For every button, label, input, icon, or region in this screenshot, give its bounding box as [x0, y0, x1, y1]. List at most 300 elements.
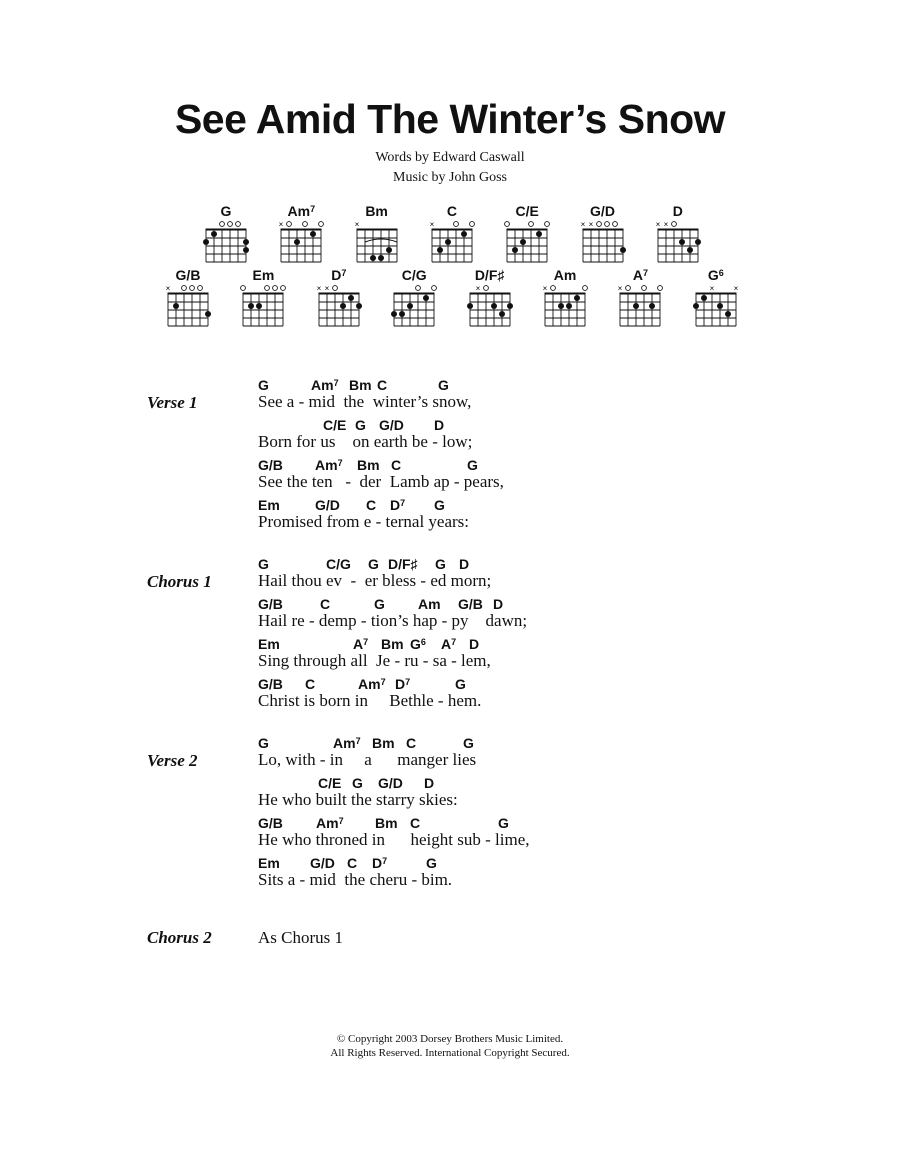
chord-symbol — [349, 377, 372, 393]
chord-symbol — [258, 377, 269, 393]
muted-string-marker: × — [618, 284, 623, 293]
muted-string-marker: × — [324, 284, 330, 293]
fretboard-grid — [568, 220, 638, 274]
chord-line — [0, 676, 700, 692]
chord-line — [0, 417, 700, 433]
chord-symbol-text: G — [258, 377, 269, 393]
fretboard-nut — [243, 293, 284, 295]
finger-dot — [248, 303, 254, 309]
open-string-marker — [182, 286, 187, 291]
chord-symbol — [372, 735, 395, 751]
open-string-marker — [551, 286, 556, 291]
chord-symbol — [390, 497, 405, 513]
open-string-marker — [626, 286, 631, 291]
chord-symbol-text: G — [426, 855, 437, 871]
fretboard-nut — [582, 229, 623, 231]
open-string-marker — [265, 286, 270, 291]
chord-symbol-text: G — [258, 556, 269, 572]
finger-dot — [633, 303, 639, 309]
open-string-marker — [228, 222, 233, 227]
chord-symbol-superscript: 7 — [405, 677, 411, 687]
fretboard-nut — [469, 293, 510, 295]
fretboard-nut — [394, 293, 435, 295]
fretboard-grid — [530, 284, 600, 338]
chord-symbol-text: Am — [316, 815, 339, 831]
muted-string-marker: × — [278, 220, 284, 229]
chord-symbol — [410, 636, 426, 652]
open-string-marker — [545, 222, 550, 227]
chord-symbol — [434, 417, 444, 433]
finger-dot — [348, 295, 354, 301]
open-string-marker — [529, 222, 534, 227]
open-string-marker — [432, 286, 437, 291]
open-string-marker — [612, 222, 617, 227]
chord-diagram — [492, 204, 562, 274]
chord-symbol-text: Em — [258, 497, 280, 513]
lyric-line: See a - mid the winter’s snow, — [258, 392, 472, 411]
lyric-line: Sits a - mid the cheru - bim. — [258, 870, 453, 889]
chord-symbol — [310, 855, 335, 871]
finger-dot — [370, 255, 376, 261]
chord-symbol — [318, 775, 341, 791]
finger-dot — [205, 311, 211, 317]
chord-diagram-name — [605, 268, 675, 282]
fretboard-grid — [605, 284, 675, 338]
chord-symbol-text: G — [435, 556, 446, 572]
finger-dot — [649, 303, 655, 309]
open-string-marker — [596, 222, 601, 227]
chord-symbol — [366, 497, 376, 513]
lyric-line: Lo, with - in a manger lies — [258, 750, 477, 769]
chord-line — [0, 815, 700, 831]
chord-symbol-text: D — [390, 497, 401, 513]
chord-symbol — [258, 855, 280, 871]
chord-symbol — [375, 815, 398, 831]
chord-symbol-text: C — [410, 815, 421, 831]
chord-symbol-superscript: 7 — [382, 856, 388, 866]
open-string-marker — [671, 222, 676, 227]
finger-dot — [211, 231, 217, 237]
chord-symbol-text: D — [459, 556, 470, 572]
chord-symbol-text: G — [374, 596, 385, 612]
chord-symbol-superscript: 7 — [338, 816, 344, 826]
as-chorus-note: As Chorus 1 — [258, 928, 344, 947]
chord-symbol — [467, 457, 478, 473]
finger-dot — [243, 239, 249, 245]
muted-string-marker: × — [733, 284, 739, 293]
chord-symbol-text: G — [463, 735, 474, 751]
chord-symbol-text: G — [467, 457, 478, 473]
lyric-line: Sing through all Je - ru - sa - lem, — [258, 651, 491, 670]
chord-symbol — [469, 636, 479, 652]
chord-symbol-text: G/D — [315, 497, 340, 513]
finger-dot — [620, 247, 626, 253]
section-label-chorus-2: Chorus 2 — [147, 928, 212, 947]
chord-diagram-name — [153, 268, 223, 282]
chord-symbol-text: G/B — [258, 815, 283, 831]
chord-symbol — [388, 556, 418, 572]
chord-symbol-text: G — [258, 735, 269, 751]
chord-symbol-text: Bm — [375, 815, 398, 831]
chord-symbol — [424, 775, 434, 791]
muted-string-marker: × — [354, 220, 359, 229]
chord-symbol-text: Em — [258, 636, 280, 652]
chord-symbol-text: C/G — [326, 556, 351, 572]
chord-line — [0, 457, 700, 473]
chord-symbol — [395, 676, 410, 692]
lyric-line: See the ten - der Lamb ap - pears, — [258, 472, 504, 491]
words-credit: Words by Edward Caswall — [375, 150, 525, 165]
chord-name-text: C — [446, 203, 457, 219]
finger-dot — [407, 303, 413, 309]
fretboard-nut — [620, 293, 661, 295]
chord-line — [0, 735, 700, 751]
finger-dot — [693, 303, 699, 309]
chord-symbol — [315, 457, 343, 473]
chord-name-text: G/B — [175, 267, 201, 283]
open-string-marker — [281, 286, 286, 291]
chord-name-text: G — [707, 267, 719, 283]
open-string-marker — [287, 222, 292, 227]
chord-symbol-text: G — [438, 377, 449, 393]
chord-symbol-superscript: 7 — [333, 378, 339, 388]
chord-name-text: D — [672, 203, 683, 219]
chord-diagram-name — [228, 268, 298, 282]
finger-dot — [294, 239, 300, 245]
finger-dot — [461, 231, 467, 237]
fretboard-grid — [266, 220, 336, 274]
fretboard-grid — [379, 284, 449, 338]
chord-name-superscript: 7 — [642, 268, 648, 278]
chord-line — [0, 775, 700, 791]
chord-symbol — [391, 457, 401, 473]
open-string-marker — [303, 222, 308, 227]
fretboard-grid — [191, 220, 261, 274]
chord-symbol-text: Bm — [372, 735, 395, 751]
chord-name-text: Bm — [365, 203, 388, 219]
fretboard-nut — [657, 229, 698, 231]
chord-symbol-text: Am — [311, 377, 334, 393]
chord-symbol — [347, 855, 357, 871]
chord-symbol-text: G — [410, 636, 421, 652]
chord-diagram-name — [681, 268, 751, 282]
chord-symbol — [418, 596, 441, 612]
chord-symbol-text: Bm — [357, 457, 380, 473]
chord-name-text: D/F♯ — [474, 267, 505, 283]
lyric-line: He who throned in height sub - lime, — [258, 830, 530, 849]
copyright-line-1: © Copyright 2003 Dorsey Brothers Music Limited. — [336, 1033, 564, 1045]
chord-symbol — [358, 676, 386, 692]
chord-symbol-text: C — [377, 377, 388, 393]
chord-diagram — [643, 204, 713, 274]
open-string-marker — [319, 222, 324, 227]
open-string-marker — [483, 286, 488, 291]
chord-symbol — [305, 676, 315, 692]
muted-string-marker: × — [542, 284, 548, 293]
chord-symbol-text: C/E — [323, 417, 347, 433]
chord-symbol-text: C — [320, 596, 331, 612]
finger-dot — [437, 247, 443, 253]
open-string-marker — [273, 286, 278, 291]
chord-diagram — [266, 204, 336, 274]
chord-symbol-text: C — [366, 497, 377, 513]
chord-symbol — [434, 497, 445, 513]
chord-diagram — [417, 204, 487, 274]
chord-symbol — [378, 775, 403, 791]
chord-symbol-text: G — [434, 497, 445, 513]
chord-symbol — [357, 457, 380, 473]
chord-symbol — [406, 735, 416, 751]
fretboard-grid — [455, 284, 525, 338]
fretboard-nut — [356, 229, 397, 231]
section-label: Verse 1 — [147, 393, 198, 412]
chord-symbol — [258, 457, 283, 473]
chord-symbol-text: D — [493, 596, 504, 612]
chord-symbol — [426, 855, 437, 871]
chord-symbol — [379, 417, 404, 433]
chord-symbol-text: G/B — [458, 596, 483, 612]
finger-dot — [725, 311, 731, 317]
finger-dot — [256, 303, 262, 309]
chord-symbol-text: C/E — [318, 775, 342, 791]
chord-symbol — [258, 497, 280, 513]
section-label: Verse 2 — [147, 751, 198, 770]
finger-dot — [173, 303, 179, 309]
finger-dot — [243, 247, 249, 253]
finger-dot — [566, 303, 572, 309]
lyric-line: Christ is born in Bethle - hem. — [258, 691, 482, 710]
chord-symbol-text: Am — [333, 735, 356, 751]
chord-symbol-text: A — [441, 636, 452, 652]
lyric-line: Born for us on earth be - low; — [258, 432, 473, 451]
chord-name-text: A — [632, 267, 643, 283]
finger-dot — [356, 303, 362, 309]
chord-symbol-text: G — [368, 556, 379, 572]
chord-diagram-name — [191, 204, 261, 218]
chord-symbol — [463, 735, 474, 751]
chord-symbol-superscript: 6 — [420, 637, 426, 647]
finger-dot — [574, 295, 580, 301]
chord-symbol — [459, 556, 469, 572]
finger-dot — [701, 295, 707, 301]
fretboard-nut — [206, 229, 247, 231]
chord-symbol-text: G/D — [310, 855, 335, 871]
chord-symbol-text: C — [347, 855, 358, 871]
fretboard-nut — [168, 293, 209, 295]
chord-diagram — [153, 268, 223, 338]
chord-symbol-text: G/B — [258, 457, 283, 473]
chord-diagram-name — [417, 204, 487, 218]
muted-string-marker: × — [580, 220, 585, 229]
finger-dot — [499, 311, 505, 317]
chord-name-text: G/D — [590, 203, 615, 219]
fretboard-nut — [318, 293, 359, 295]
finger-dot — [378, 255, 384, 261]
fretboard-grid — [153, 284, 223, 338]
chord-diagram-name — [643, 204, 713, 218]
chord-symbol-text: G — [352, 775, 363, 791]
copyright-line-2: All Rights Reserved. International Copyright Secured. — [330, 1047, 570, 1059]
open-string-marker — [604, 222, 609, 227]
fretboard-nut — [545, 293, 586, 295]
chord-symbol — [458, 596, 483, 612]
chord-symbol-text: Am — [315, 457, 338, 473]
chord-symbol — [323, 417, 346, 433]
chord-symbol-text: G — [355, 417, 366, 433]
chord-symbol — [381, 636, 404, 652]
fretboard-grid — [643, 220, 713, 274]
chord-name-superscript: 7 — [341, 268, 347, 278]
chord-symbol — [258, 556, 269, 572]
lyric-line: Hail re - demp - tion’s hap - py dawn; — [258, 611, 528, 630]
finger-dot — [340, 303, 346, 309]
chord-symbol-superscript: 7 — [400, 498, 406, 508]
chord-symbol — [326, 556, 351, 572]
chord-line — [0, 636, 700, 652]
chord-name-superscript: 7 — [310, 204, 316, 214]
lyric-line: He who built the starry skies: — [258, 790, 458, 809]
open-string-marker — [198, 286, 203, 291]
chord-diagram — [191, 204, 261, 274]
chord-name-text: C/G — [401, 267, 427, 283]
chord-symbol — [438, 377, 449, 393]
chord-symbol — [311, 377, 339, 393]
chord-diagram-name — [455, 268, 525, 282]
chord-symbol — [258, 676, 283, 692]
chord-symbol-text: C — [406, 735, 417, 751]
chord-diagram — [455, 268, 525, 338]
fretboard-grid — [417, 220, 487, 274]
chord-line — [0, 377, 700, 393]
chord-symbol — [355, 417, 366, 433]
finger-dot — [717, 303, 723, 309]
chord-symbol-text: C — [391, 457, 402, 473]
open-string-marker — [658, 286, 663, 291]
finger-dot — [445, 239, 451, 245]
fretboard-nut — [507, 229, 548, 231]
chord-name-text: Em — [252, 267, 275, 283]
chord-diagram-name — [530, 268, 600, 282]
chord-diagram-name — [304, 268, 374, 282]
chord-symbol-text: G/B — [258, 596, 283, 612]
chord-symbol — [316, 815, 344, 831]
chord-name-text: Am — [287, 203, 311, 219]
chord-symbol — [258, 815, 283, 831]
finger-dot — [310, 231, 316, 237]
finger-dot — [423, 295, 429, 301]
finger-dot — [536, 231, 542, 237]
chord-name-text: Am — [553, 267, 577, 283]
finger-dot — [512, 247, 518, 253]
chord-diagram — [568, 204, 638, 274]
chord-diagram — [379, 268, 449, 338]
open-string-marker — [241, 286, 246, 291]
muted-string-marker: × — [709, 284, 715, 293]
muted-string-marker: × — [663, 220, 669, 229]
chord-symbol — [435, 556, 446, 572]
fretboard-grid — [304, 284, 374, 338]
chord-symbol — [493, 596, 503, 612]
chord-symbol — [455, 676, 466, 692]
chord-symbol-text: G/B — [258, 676, 283, 692]
chord-diagram — [304, 268, 374, 338]
open-string-marker — [505, 222, 510, 227]
chord-diagram-name — [379, 268, 449, 282]
chord-line — [0, 497, 700, 513]
chord-symbol-text: D — [469, 636, 480, 652]
chord-symbol — [441, 636, 456, 652]
finger-dot — [203, 239, 209, 245]
open-string-marker — [583, 286, 588, 291]
chord-symbol-text: D — [424, 775, 435, 791]
fretboard-nut — [281, 229, 322, 231]
chord-symbol — [372, 855, 387, 871]
open-string-marker — [220, 222, 225, 227]
chord-symbol — [377, 377, 387, 393]
fretboard-grid — [492, 220, 562, 274]
chord-diagram — [342, 204, 412, 274]
chord-diagram — [530, 268, 600, 338]
muted-string-marker: × — [655, 220, 661, 229]
chord-symbol-text: D — [372, 855, 383, 871]
finger-dot — [679, 239, 685, 245]
chord-symbol-text: G — [455, 676, 466, 692]
finger-dot — [558, 303, 564, 309]
song-title: See Amid The Winter’s Snow — [174, 96, 726, 142]
finger-dot — [391, 311, 397, 317]
music-credit: Music by John Goss — [393, 170, 507, 185]
fretboard-grid — [681, 284, 751, 338]
chord-symbol-text: A — [353, 636, 364, 652]
muted-string-marker: × — [165, 284, 171, 293]
chord-symbol-superscript: 7 — [337, 458, 343, 468]
muted-string-marker: × — [475, 284, 480, 293]
chord-symbol — [410, 815, 420, 831]
chord-name-text: C/E — [515, 203, 539, 219]
open-string-marker — [416, 286, 421, 291]
chord-name-superscript: 6 — [718, 268, 724, 278]
open-string-marker — [236, 222, 241, 227]
chord-diagram — [605, 268, 675, 338]
section-label: Chorus 1 — [147, 572, 212, 591]
chord-symbol-text: G/D — [379, 417, 404, 433]
open-string-marker — [642, 286, 647, 291]
fretboard-nut — [431, 229, 472, 231]
chord-symbol-text: Am — [358, 676, 381, 692]
chord-symbol-superscript: 7 — [451, 637, 457, 647]
chord-symbol — [374, 596, 385, 612]
lyric-line: Hail thou ev - er bless - ed morn; — [258, 571, 492, 590]
finger-dot — [695, 239, 701, 245]
chord-symbol — [353, 636, 368, 652]
muted-string-marker: × — [316, 284, 322, 293]
chord-diagram-name — [492, 204, 562, 218]
chord-symbol-superscript: 7 — [380, 677, 386, 687]
chord-symbol — [498, 815, 509, 831]
finger-dot — [507, 303, 513, 309]
chord-symbol — [320, 596, 330, 612]
chord-name-text: G — [220, 203, 232, 219]
fretboard-grid — [228, 284, 298, 338]
chord-line — [0, 855, 700, 871]
open-string-marker — [453, 222, 458, 227]
chord-symbol-text: D — [395, 676, 406, 692]
chord-symbol-text: Am — [418, 596, 441, 612]
chord-symbol-text: Em — [258, 855, 280, 871]
chord-symbol-text: G/D — [378, 775, 403, 791]
chord-diagram-name — [568, 204, 638, 218]
muted-string-marker: × — [588, 220, 593, 229]
